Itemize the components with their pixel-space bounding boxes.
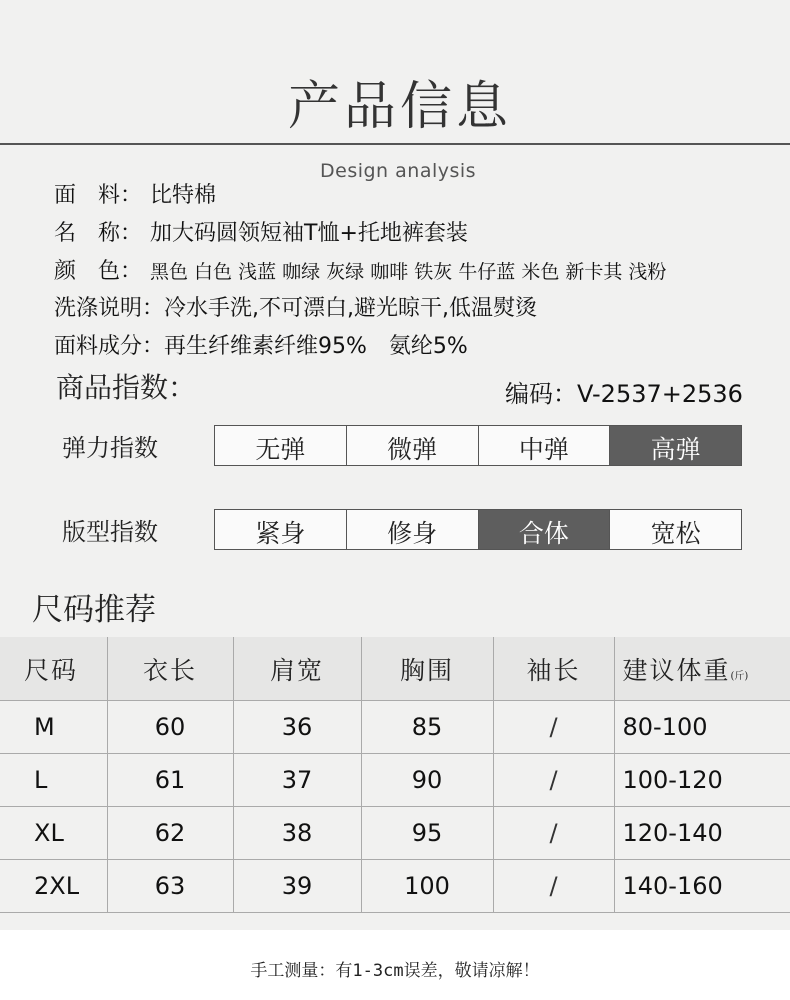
spec-label: 颜 色： bbox=[54, 259, 143, 284]
header-sleeve: 袖长 bbox=[493, 637, 614, 701]
cell-length: 63 bbox=[107, 860, 233, 913]
header-size: 尺码 bbox=[0, 637, 107, 701]
product-code: 编码：V-2537+2536 bbox=[505, 380, 743, 408]
cell-chest: 100 bbox=[361, 860, 493, 913]
spec-label: 面 料： bbox=[54, 183, 143, 208]
elastic-option: 无弹 bbox=[215, 426, 347, 465]
page-subtitle: Design analysis bbox=[320, 160, 477, 182]
spec-value: 加大码圆领短袖T恤+托地裤套装 bbox=[150, 221, 468, 246]
elastic-option: 微弹 bbox=[347, 426, 479, 465]
cell-sleeve: / bbox=[493, 754, 614, 807]
cell-sleeve: / bbox=[493, 807, 614, 860]
header-chest: 胸围 bbox=[361, 637, 493, 701]
size-heading: 尺码推荐 bbox=[32, 592, 156, 628]
cell-weight: 100-120 bbox=[614, 754, 790, 807]
cell-chest: 85 bbox=[361, 701, 493, 754]
cell-shoulder: 38 bbox=[233, 807, 361, 860]
cell-shoulder: 37 bbox=[233, 754, 361, 807]
cell-size: L bbox=[0, 754, 107, 807]
index-heading: 商品指数： bbox=[56, 371, 197, 404]
spec-value: 冷水手洗,不可漂白,避光晾干,低温熨烫 bbox=[164, 296, 537, 321]
weight-unit: (斤) bbox=[730, 670, 749, 682]
cell-length: 62 bbox=[107, 807, 233, 860]
fit-option: 合体 bbox=[479, 510, 611, 549]
fit-index-scale bbox=[214, 509, 742, 550]
fit-option: 紧身 bbox=[215, 510, 347, 549]
cell-weight: 80-100 bbox=[614, 701, 790, 754]
size-table-header bbox=[0, 637, 790, 701]
table-row bbox=[0, 701, 790, 754]
elastic-option: 中弹 bbox=[479, 426, 611, 465]
fit-index-label: 版型指数 bbox=[62, 518, 158, 546]
elastic-index-scale bbox=[214, 425, 742, 466]
cell-weight: 140-160 bbox=[614, 860, 790, 913]
spec-name bbox=[54, 216, 468, 247]
title-divider bbox=[0, 143, 790, 145]
table-row bbox=[0, 754, 790, 807]
cell-size: XL bbox=[0, 807, 107, 860]
cell-size: M bbox=[0, 701, 107, 754]
header-weight bbox=[614, 637, 790, 701]
elastic-option: 高弹 bbox=[610, 426, 741, 465]
cell-weight: 120-140 bbox=[614, 807, 790, 860]
spec-fabric bbox=[54, 178, 216, 209]
measurement-note: 手工测量：有1-3cm误差，敬请凉解！ bbox=[250, 961, 540, 981]
table-row bbox=[0, 807, 790, 860]
spec-colors bbox=[54, 254, 666, 285]
spec-composition bbox=[54, 329, 468, 360]
spec-value: 再生纤维素纤维95% 氨纶5% bbox=[164, 334, 468, 359]
cell-shoulder: 39 bbox=[233, 860, 361, 913]
table-row bbox=[0, 860, 790, 913]
cell-length: 60 bbox=[107, 701, 233, 754]
size-table bbox=[0, 637, 790, 913]
cell-sleeve: / bbox=[493, 860, 614, 913]
spec-value: 黑色 白色 浅蓝 咖绿 灰绿 咖啡 铁灰 牛仔蓝 米色 新卡其 浅粉 bbox=[150, 261, 667, 283]
cell-sleeve: / bbox=[493, 701, 614, 754]
cell-length: 61 bbox=[107, 754, 233, 807]
spec-value: 比特棉 bbox=[150, 183, 217, 208]
cell-chest: 95 bbox=[361, 807, 493, 860]
elastic-index-label: 弹力指数 bbox=[62, 434, 158, 462]
spec-label: 名 称： bbox=[54, 221, 143, 246]
cell-chest: 90 bbox=[361, 754, 493, 807]
spec-washing bbox=[54, 291, 537, 322]
cell-size: 2XL bbox=[0, 860, 107, 913]
cell-shoulder: 36 bbox=[233, 701, 361, 754]
fit-option: 修身 bbox=[347, 510, 479, 549]
header-length: 衣长 bbox=[107, 637, 233, 701]
fit-option: 宽松 bbox=[650, 518, 701, 548]
header-shoulder: 肩宽 bbox=[233, 637, 361, 701]
spec-label: 面料成分： bbox=[54, 334, 165, 359]
page-title: 产品信息 bbox=[287, 77, 512, 137]
header-weight-label: 建议体重 bbox=[622, 655, 731, 685]
spec-label: 洗涤说明： bbox=[54, 296, 165, 321]
